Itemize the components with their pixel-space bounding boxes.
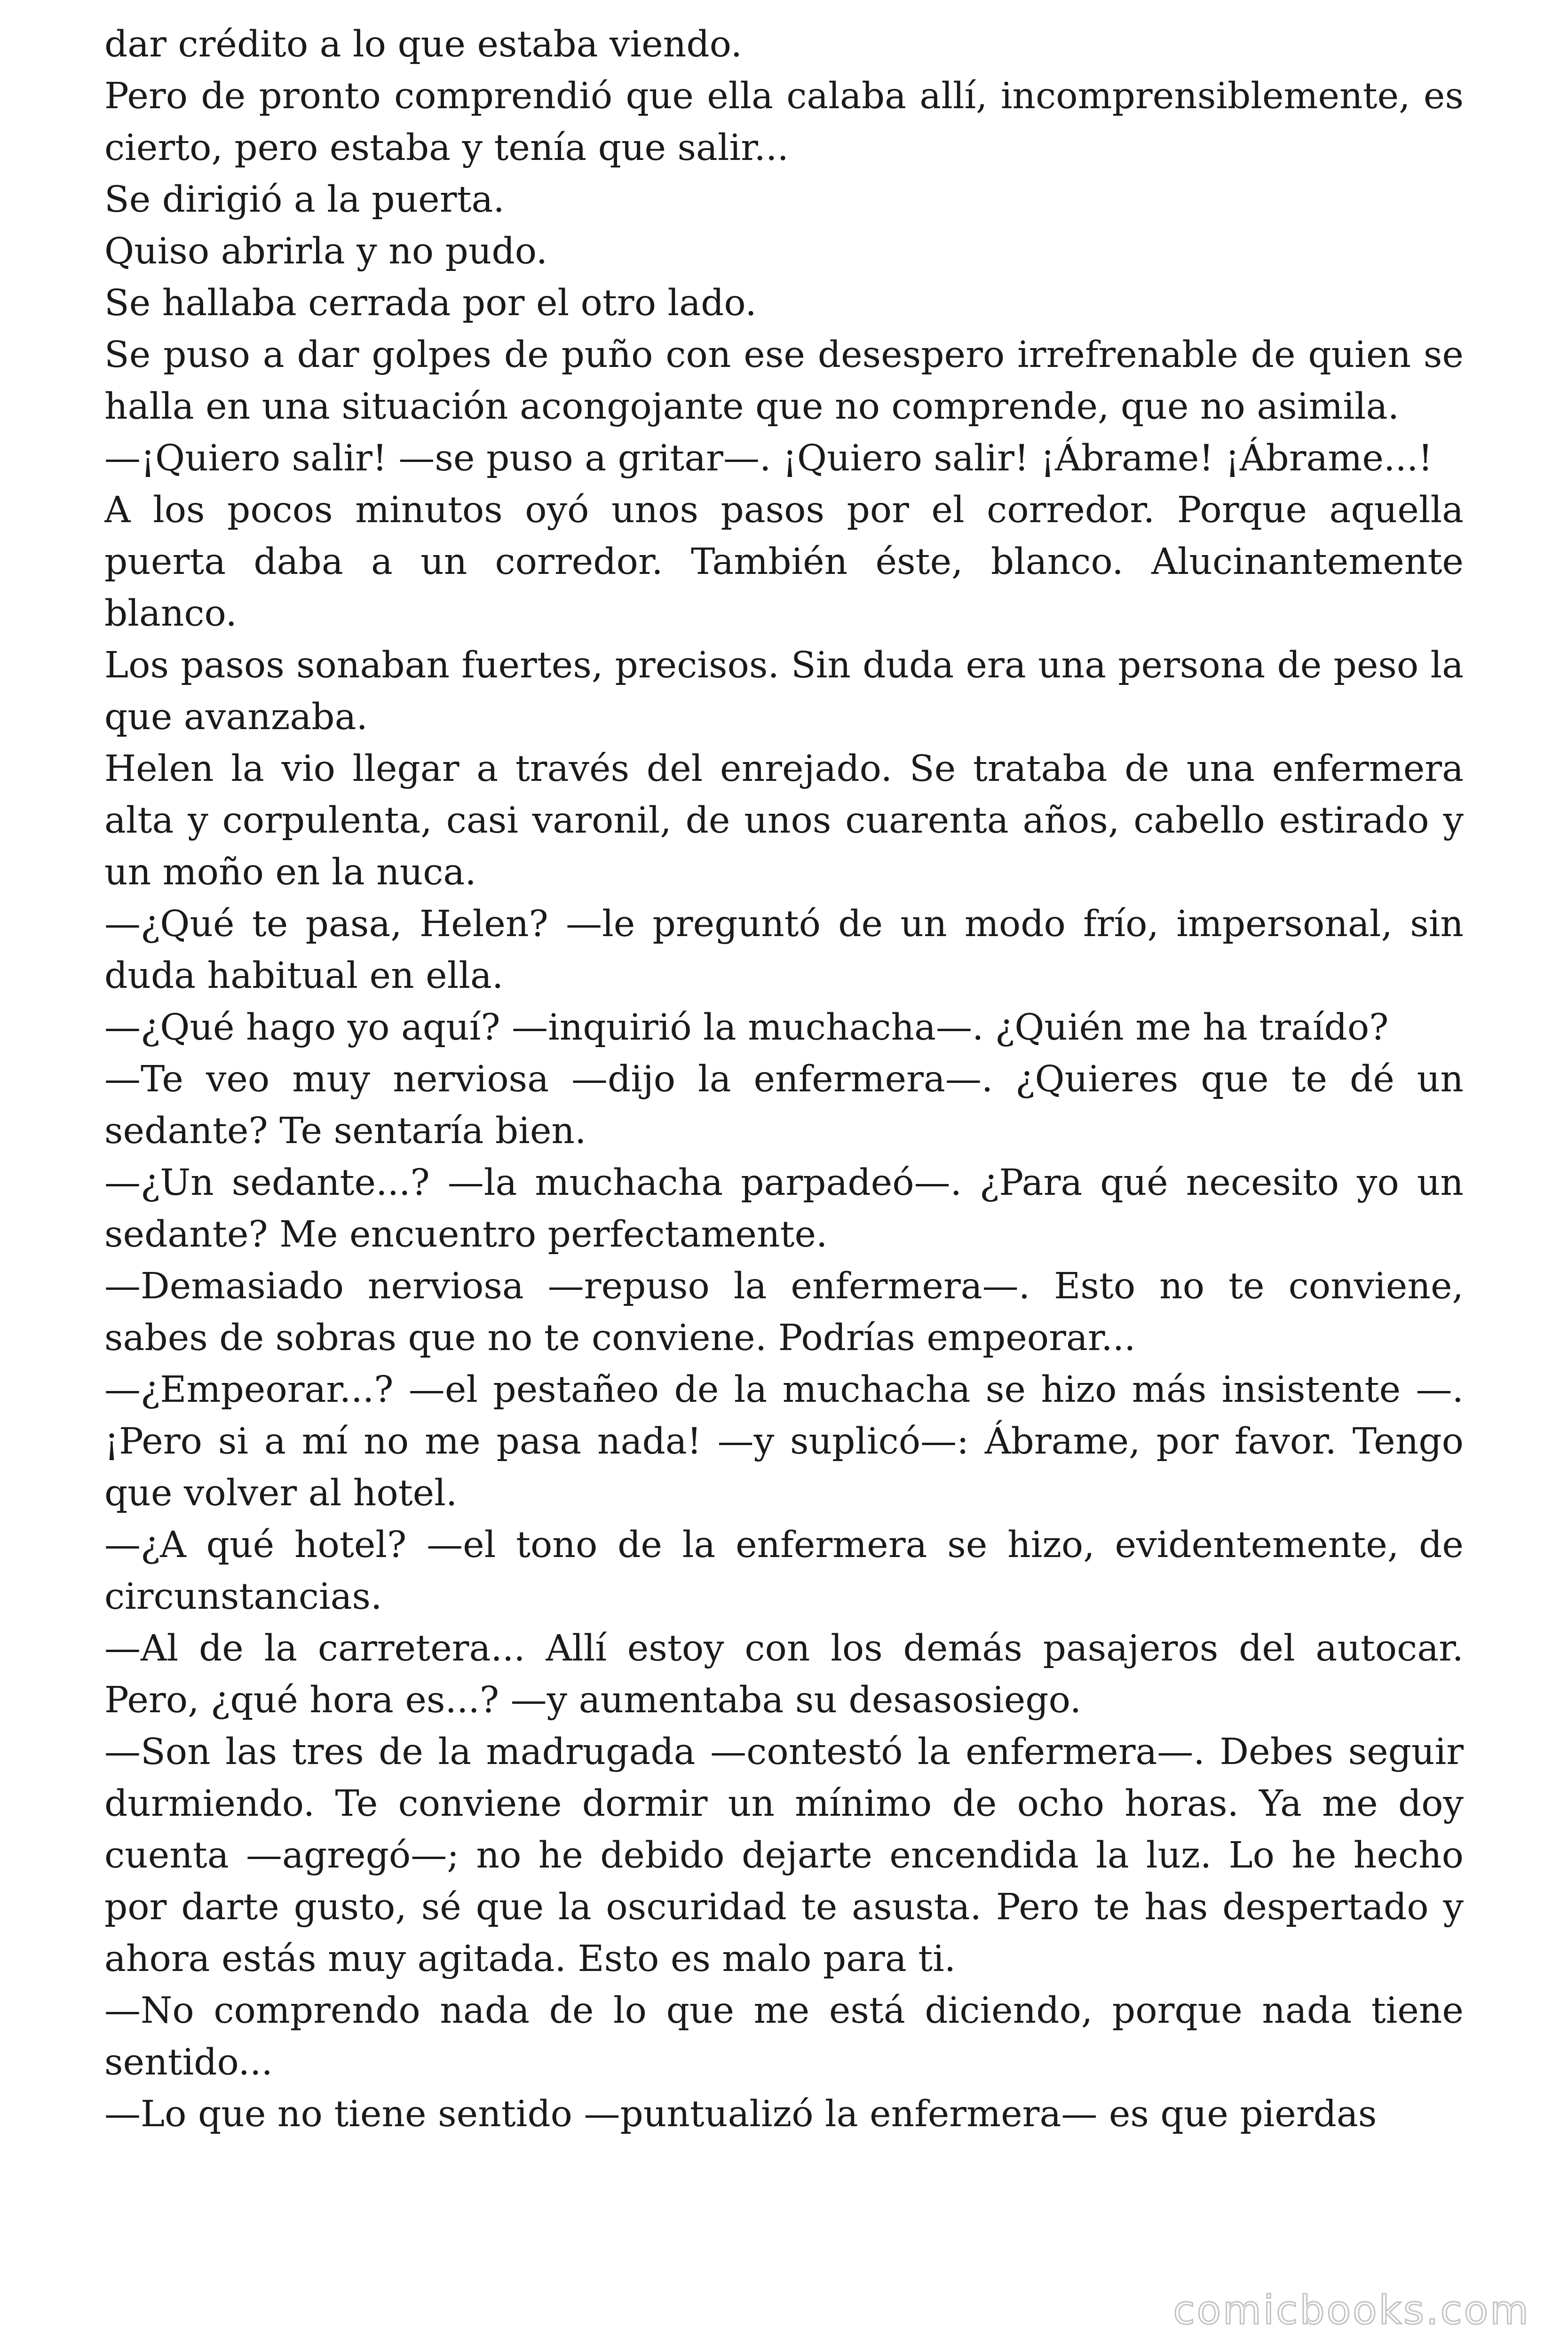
paragraph-4: Quiso abrirla y no pudo. (104, 230, 548, 272)
book-page (104, 19, 1464, 2324)
paragraph-6: Se puso a dar golpes de puño con ese desespero irrefrenable de quien se halla en una situación acongojante que no comprende, que no asimila. (104, 334, 1464, 428)
paragraph-8: A los pocos minutos oyó unos pasos por el corredor. Porque aquella puerta daba a un corredor. También éste, blanco. Alucinantemente blanco. (104, 489, 1464, 635)
paragraph-3: Se dirigió a la puerta. (104, 179, 505, 221)
paragraph-15: —Demasiado nerviosa —repuso la enfermera—. Esto no te conviene, sabes de sobras que no te conviene. Podrías empeorar... (104, 1265, 1464, 1359)
paragraph-13: —Te veo muy nerviosa —dijo la enfermera—. ¿Quieres que te dé un sedante? Te sentaría bien. (104, 1058, 1464, 1152)
paragraph-1: dar crédito a lo que estaba viendo. (104, 24, 743, 65)
paragraph-2: Pero de pronto comprendió que ella calaba allí, incomprensiblemente, es cierto, pero estaba y tenía que salir... (104, 75, 1464, 169)
watermark-logo: comicbooks.com (1173, 2287, 1530, 2333)
paragraph-20: —No comprendo nada de lo que me está diciendo, porque nada tiene sentido... (104, 1990, 1464, 2083)
paragraph-11: —¿Qué te pasa, Helen? —le preguntó de un modo frío, impersonal, sin duda habitual en ella. (104, 903, 1464, 997)
paragraph-9: Los pasos sonaban fuertes, precisos. Sin duda era una persona de peso la que avanzaba. (104, 644, 1464, 738)
paragraph-12: —¿Qué hago yo aquí? —inquirió la muchacha—. ¿Quién me ha traído? (104, 1007, 1389, 1049)
paragraph-18: —Al de la carretera... Allí estoy con los demás pasajeros del autocar. Pero, ¿qué hora es...? —y aumentaba su desasosiego. (104, 1628, 1464, 1721)
paragraph-21: —Lo que no tiene sentido —puntualizó la enfermera— es que pierdas (104, 2093, 1377, 2135)
paragraph-14: —¿Un sedante...? —la muchacha parpadeó—. ¿Para qué necesito yo un sedante? Me encuentro perfectamente. (104, 1162, 1464, 1255)
paragraph-16: —¿Empeorar...? —el pestañeo de la muchacha se hizo más insistente —. ¡Pero si a mí no me pasa nada! —y suplicó—: Ábrame, por favor. Tengo que volver al hotel. (104, 1369, 1464, 1514)
paragraph-17: —¿A qué hotel? —el tono de la enfermera se hizo, evidentemente, de circunstancias. (104, 1524, 1464, 1618)
paragraph-19: —Son las tres de la madrugada —contestó la enfermera—. Debes seguir durmiendo. Te conviene dormir un mínimo de ocho horas. Ya me doy cuenta —agregó—; no he debido dejarte encendida la luz. Lo he hecho por darte gusto, sé que la oscuridad te asusta. Pero te has despertado y ahora estás muy agitada. Esto es malo para ti. (104, 1731, 1464, 1980)
paragraph-10: Helen la vio llegar a través del enrejado. Se trataba de una enfermera alta y corpulenta, casi varonil, de unos cuarenta años, cabello estirado y un moño en la nuca. (104, 748, 1464, 893)
paragraph-7: —¡Quiero salir! —se puso a gritar—. ¡Quiero salir! ¡Ábrame! ¡Ábrame...! (104, 437, 1433, 479)
paragraph-5: Se hallaba cerrada por el otro lado. (104, 282, 757, 324)
